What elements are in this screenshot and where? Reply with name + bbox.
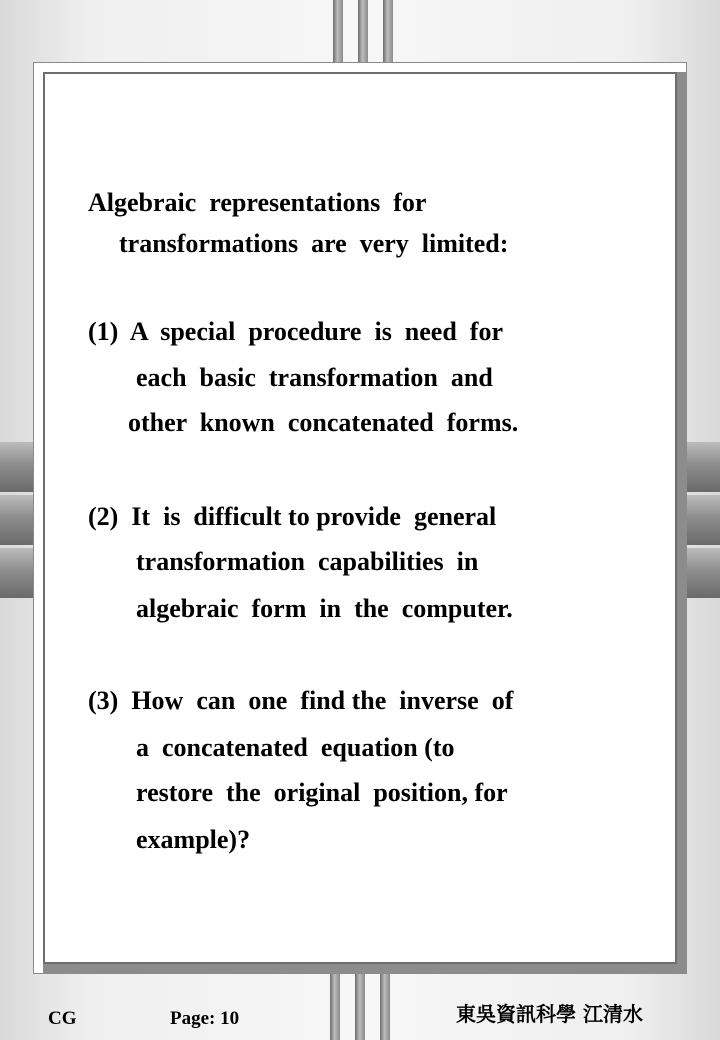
footer-page-number: Page: 10 [170,1008,240,1029]
item-3-line: restore the original position, for [136,778,508,807]
item-3-line: (3) How can one find the inverse of [88,686,514,715]
item-1-line: (1) A special procedure is need for [88,317,504,346]
footer-author: 東吳資訊科學 江清水 [456,1002,643,1026]
footer-course: CG [48,1008,77,1029]
item-3-line: a concatenated equation (to [136,733,455,762]
item-2-line: algebraic form in the computer. [136,594,513,623]
item-3-line: example)? [136,825,251,854]
heading-line: Algebraic representations for [88,188,427,217]
item-2-line: (2) It is difficult to provide general [88,502,497,531]
item-2-line: transformation capabilities in [136,547,479,576]
heading-line: transformations are very limited: [119,229,509,258]
item-1-line: each basic transformation and [136,363,493,392]
item-1-line: other known concatenated forms. [128,408,519,437]
